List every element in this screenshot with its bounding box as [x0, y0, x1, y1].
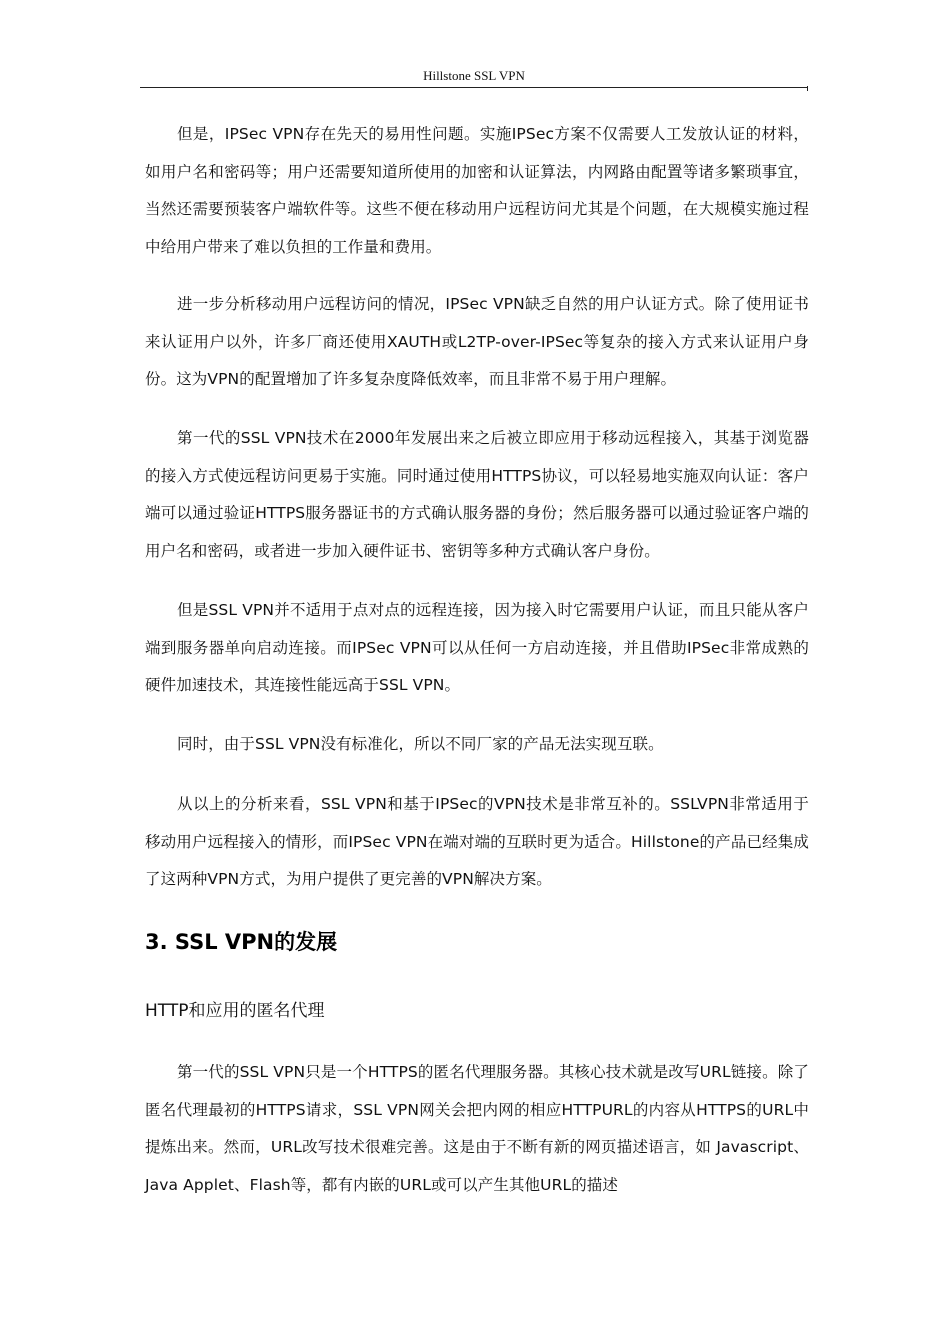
paragraph-https-proxy: 第一代的SSL VPN只是一个HTTPS的匿名代理服务器。其核心技术就是改写URL链接。除了匿名代理最初的HTTPS请求，SSL VPN网关会把内网的相应HTTPURL的内容从HTTPS的URL中提炼出来。然而，URL改写技术很难完善。这是由于不断有新的网页描述语言，如 Javascript、Java Applet、Flash等，都有内嵌的URL或可以产生其他URL的描述: [145, 1063, 809, 1194]
paragraph-complementary: 从以上的分析来看，SSL VPN和基于IPSec的VPN技术是非常互补的。SSLVPN非常适用于移动用户远程接入的情形，而IPSec VPN在端对端的互联时更为适合。Hillstone的产品已经集成了这两种VPN方式，为用户提供了更完善的VPN解决方案。: [145, 795, 809, 888]
section-heading: 3. SSL VPN的发展: [145, 930, 338, 954]
paragraph-first-gen-ssl-vpn: 第一代的SSL VPN技术在2000年发展出来之后被立即应用于移动远程接入，其基于浏览器的接入方式使远程访问更易于实施。同时通过使用HTTPS协议，可以轻易地实施双向认证：客户端可以通过验证HTTPS服务器证书的方式确认服务器的身份；然后服务器可以通过验证客户端的用户名和密码，或者进一步加入硬件证书、密钥等多种方式确认客户身份。: [145, 429, 809, 560]
paragraph-ipsec-usability: 但是，IPSec VPN存在先天的易用性问题。实施IPSec方案不仅需要人工发放认证的材料，如用户名和密码等；用户还需要知道所使用的加密和认证算法，内网路由配置等诸多繁琐事宜，当然还需要预装客户端软件等。这些不便在移动用户远程访问尤其是个问题，在大规模实施过程中给用户带来了难以负担的工作量和费用。: [145, 125, 809, 256]
paragraph-ipsec-authentication: 进一步分析移动用户远程访问的情况，IPSec VPN缺乏自然的用户认证方式。除了使用证书来认证用户以外，许多厂商还使用XAUTH或L2TP-over-IPSec等复杂的接入方式来认证用户身份。这为VPN的配置增加了许多复杂度降低效率，而且非常不易于用户理解。: [145, 295, 809, 388]
running-header: Hillstone SSL VPN: [423, 68, 525, 83]
paragraph-ssl-vpn-limitations: 但是SSL VPN并不适用于点对点的远程连接，因为接入时它需要用户认证，而且只能从客户端到服务器单向启动连接。而IPSec VPN可以从任何一方启动连接，并且借助IPSec非常成熟的硬件加速技术，其连接性能远高于SSL VPN。: [145, 601, 809, 694]
header-rule: [140, 87, 808, 88]
subsection-heading: HTTP和应用的匿名代理: [145, 1001, 325, 1021]
paragraph-standardization: 同时，由于SSL VPN没有标准化，所以不同厂家的产品无法实现互联。: [177, 735, 664, 753]
header-rule-tick: [807, 86, 808, 91]
